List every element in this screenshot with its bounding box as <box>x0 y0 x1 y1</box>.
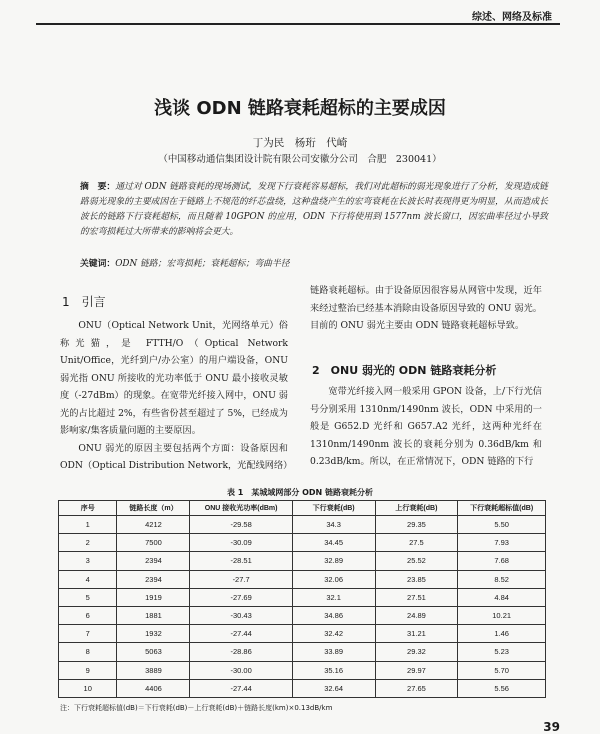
table-cell: 27.51 <box>375 588 458 606</box>
table-cell: 5.70 <box>458 661 546 679</box>
table-cell: 34.3 <box>292 516 375 534</box>
table-cell: 32.1 <box>292 588 375 606</box>
page-number: 39 <box>543 720 560 734</box>
table-cell: 29.32 <box>375 643 458 661</box>
table-cell: -28.51 <box>190 552 292 570</box>
table-row <box>59 679 546 697</box>
table-row <box>59 552 546 570</box>
table-row <box>59 516 546 534</box>
col-header-excess: 下行衰耗超标值(dB) <box>458 501 546 516</box>
table-cell: -27.44 <box>190 625 292 643</box>
table-cell: 31.21 <box>375 625 458 643</box>
table-cell: -28.86 <box>190 643 292 661</box>
right-column-top <box>310 282 542 335</box>
table-cell: 5.23 <box>458 643 546 661</box>
table-caption: 表 1 某城域网部分 ODN 链路衰耗分析 <box>226 488 374 497</box>
table-cell: 35.16 <box>292 661 375 679</box>
keywords-text: ODN 链路；宏弯损耗；衰耗超标；弯曲半径 <box>115 259 290 269</box>
table-cell: 4 <box>59 570 117 588</box>
table-cell: 9 <box>59 661 117 679</box>
col-header-index: 序号 <box>59 501 117 516</box>
table-cell: 27.5 <box>375 534 458 552</box>
table-cell: 1.46 <box>458 625 546 643</box>
table-row <box>59 534 546 552</box>
col-header-length: 链路长度（m） <box>117 501 190 516</box>
article-title: 浅谈 ODN 链路衰耗超标的主要成因 <box>154 98 446 119</box>
table-cell: 3 <box>59 552 117 570</box>
table-cell: 25.52 <box>375 552 458 570</box>
table-cell: 4212 <box>117 516 190 534</box>
table-cell: -27.69 <box>190 588 292 606</box>
table-cell: 32.89 <box>292 552 375 570</box>
header-divider <box>36 23 560 25</box>
abstract-label: 摘 要： <box>80 182 116 192</box>
table-row <box>59 570 546 588</box>
table-cell: 4406 <box>117 679 190 697</box>
table-cell: 5 <box>59 588 117 606</box>
journal-section-label: 综述、网络及标准 <box>472 12 552 23</box>
col-header-rx-power: ONU 接收光功率(dBm) <box>190 501 292 516</box>
table-cell: 5.56 <box>458 679 546 697</box>
intro-paragraph-2: ONU 弱光的原因主要包括两个方面：设备原因和 ODN（Optical Distribution Network，光配线网络） <box>60 442 293 471</box>
table-header-row <box>59 501 546 516</box>
section-2-heading: 2 ONU 弱光的 ODN 链路衰耗分析 <box>312 364 497 377</box>
table-cell: 1919 <box>117 588 190 606</box>
table-cell: 7 <box>59 625 117 643</box>
table-cell: 32.64 <box>292 679 375 697</box>
table-cell: 32.06 <box>292 570 375 588</box>
intro-paragraph-1: ONU（Optical Network Unit，光网络单元）俗称光猫，是 FTTH/O（Optical Network Unit/Office，光纤到户/办公室）的用户端设备，ONU 弱光指 ONU 所接收的光功率低于 ONU 最小接收灵敏度（-27dBm）的现象。在宽带光纤接入网中，ONU 弱光的占比超过 2%，有些省份甚至超过了 5%，已经成为影响家/集客质量问题的主要原因。 <box>60 320 288 436</box>
table-cell: 34.86 <box>292 606 375 624</box>
keywords <box>80 256 548 269</box>
table-cell: 29.35 <box>375 516 458 534</box>
table-row <box>59 606 546 624</box>
col-header-up-loss: 上行衰耗(dB) <box>375 501 458 516</box>
table-cell: 8.52 <box>458 570 546 588</box>
odn-loss-table <box>58 500 546 698</box>
table-cell: -27.44 <box>190 679 292 697</box>
table-cell: 24.89 <box>375 606 458 624</box>
table-cell: 10.21 <box>458 606 546 624</box>
section-1-heading: 1 引言 <box>62 295 106 309</box>
affiliation: （中国移动通信集团设计院有限公司安徽分公司 合肥 230041） <box>158 154 442 165</box>
table-row <box>59 643 546 661</box>
table-cell: 27.65 <box>375 679 458 697</box>
intro-paragraph-3: 链路衰耗超标。由于设备原因很容易从网管中发现，近年来经过整治已经基本消除由设备原因导致的 ONU 弱光。目前的 ONU 弱光主要由 ODN 链路衰耗超标导致。 <box>310 285 542 331</box>
table-cell: 7500 <box>117 534 190 552</box>
table-cell: 1 <box>59 516 117 534</box>
table-cell: 32.42 <box>292 625 375 643</box>
table-cell: 1932 <box>117 625 190 643</box>
table-cell: 34.45 <box>292 534 375 552</box>
analysis-paragraph-1: 宽带光纤接入网一般采用 GPON 设备，上/下行光信号分别采用 1310nm/1490nm 波长，ODN 中采用的一般是 G652.D 光纤和 G657.A2 光纤，这两种光纤在 1310nm/1490nm 波长的衰耗分别为 0.36dB/km 和 0.23dB/km。所以，在正常情况下，ODN 链路的下行 <box>310 386 542 467</box>
col-header-down-loss: 下行衰耗(dB) <box>292 501 375 516</box>
table-cell: 33.89 <box>292 643 375 661</box>
table-cell: 23.85 <box>375 570 458 588</box>
table-row <box>59 661 546 679</box>
table-cell: -30.09 <box>190 534 292 552</box>
table-cell: 1881 <box>117 606 190 624</box>
table-cell: 5063 <box>117 643 190 661</box>
table-cell: -27.7 <box>190 570 292 588</box>
table-cell: 7.68 <box>458 552 546 570</box>
table-row <box>59 625 546 643</box>
table-cell: 6 <box>59 606 117 624</box>
table-row <box>59 588 546 606</box>
authors: 丁为民 杨珩 代崎 <box>252 137 348 149</box>
table-cell: 8 <box>59 643 117 661</box>
table-cell: 29.97 <box>375 661 458 679</box>
table-cell: -30.00 <box>190 661 292 679</box>
table-cell: -29.58 <box>190 516 292 534</box>
left-column <box>60 317 293 475</box>
table-cell: 2394 <box>117 552 190 570</box>
table-cell: 3889 <box>117 661 190 679</box>
table-cell: 7.93 <box>458 534 546 552</box>
table-cell: 2 <box>59 534 117 552</box>
table-cell: -30.43 <box>190 606 292 624</box>
table-cell: 5.50 <box>458 516 546 534</box>
right-column-bottom <box>310 383 542 471</box>
abstract <box>80 180 548 240</box>
table-cell: 2394 <box>117 570 190 588</box>
table-cell: 4.84 <box>458 588 546 606</box>
abstract-text: 通过对 ODN 链路衰耗的现场测试，发现下行衰耗容易超标，我们对此超标的弱光现象进行了分析，发现造成链路弱光现象的主要成因在于链路上不规范的纤芯盘绕，这种盘绕产生的宏弯衰耗在长波长时表现得更为明显，从而造成长波长的链路下行衰耗超标，而且随着 10GPON 的应用，ODN 下行将使用到 1577nm 波长窗口，因宏曲率径过小导致的宏弯损耗过大所带来的影响将会更大。 <box>80 182 548 237</box>
table-note: 注：下行衰耗超标值(dB)＝下行衰耗(dB)－上行衰耗(dB)＋链路长度(km)×0.13dB/km <box>60 704 333 712</box>
table-cell: 10 <box>59 679 117 697</box>
keywords-label: 关键词： <box>80 259 116 269</box>
